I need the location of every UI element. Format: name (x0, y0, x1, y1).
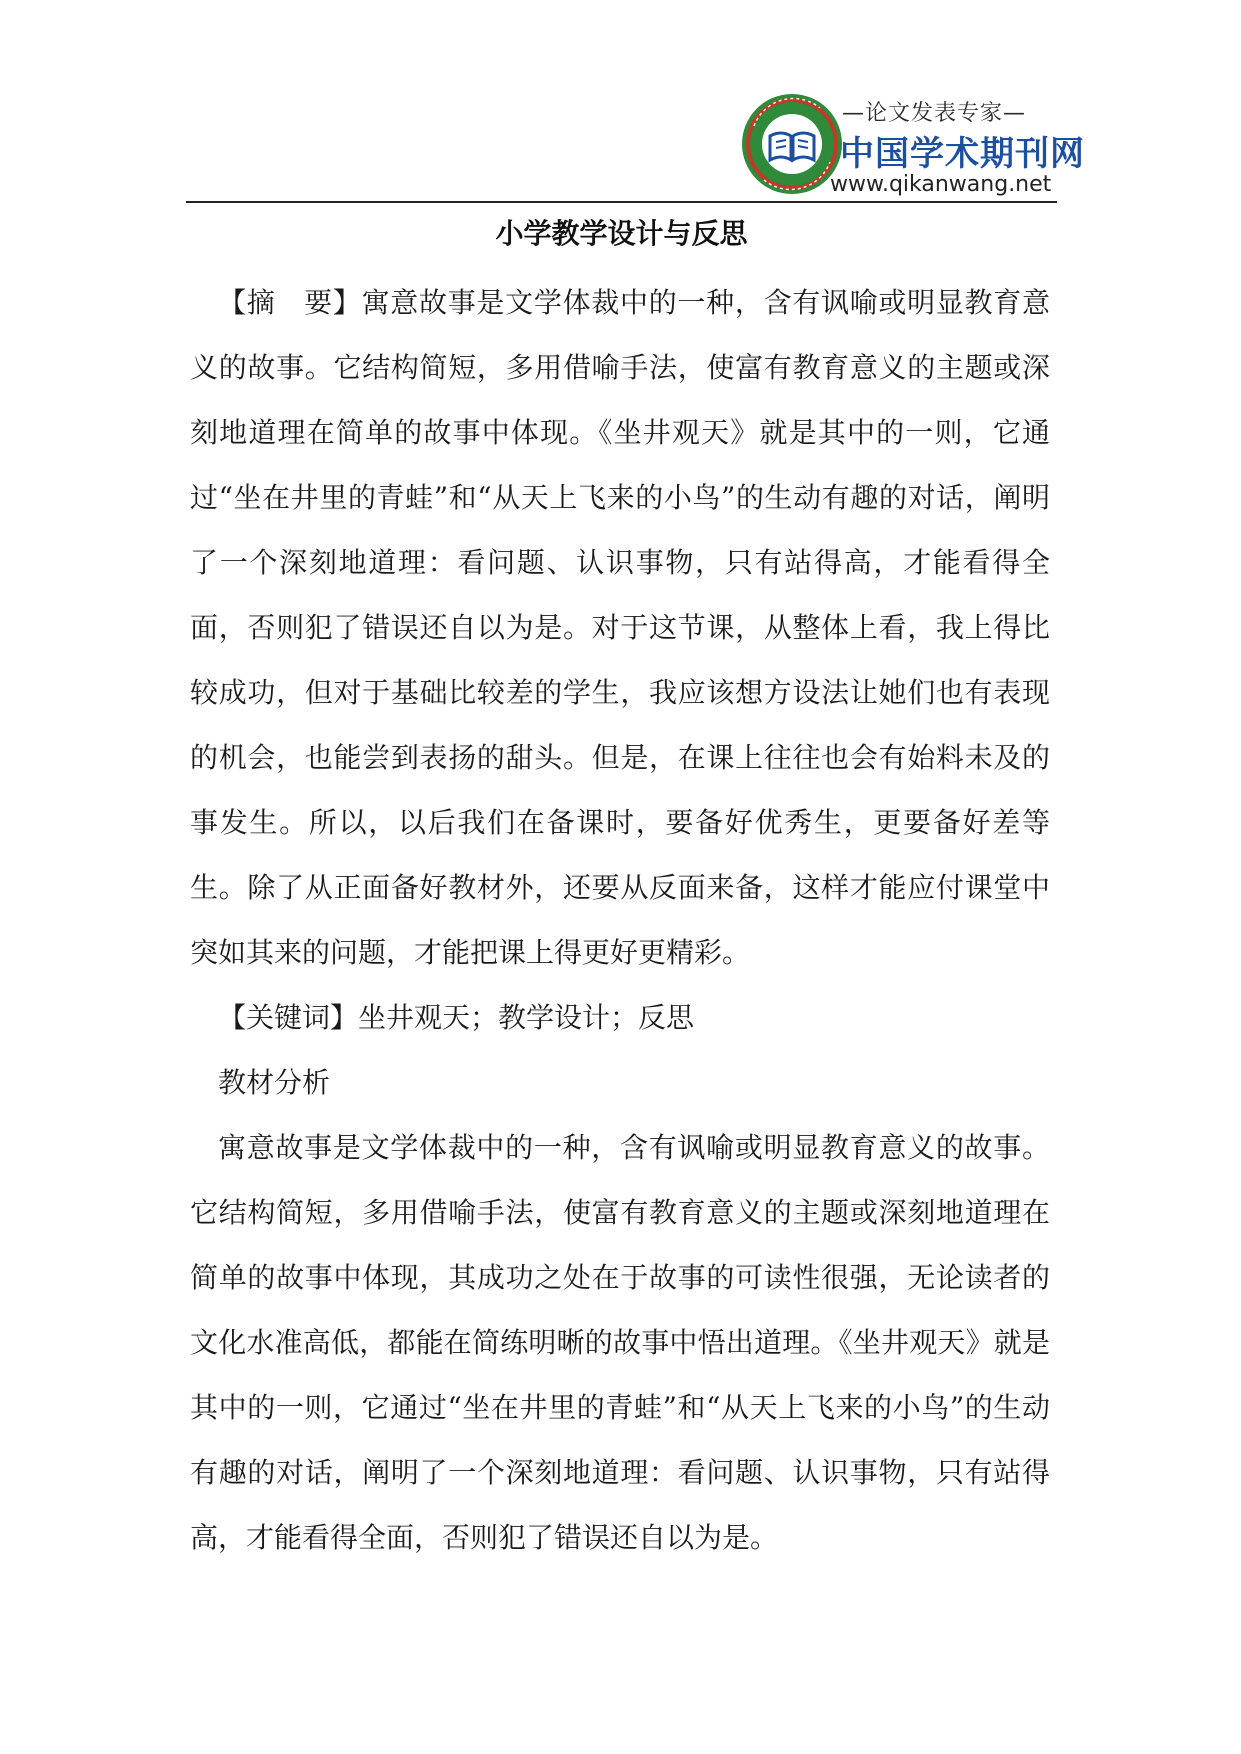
logo-tagline: —论文发表专家— (842, 101, 1027, 126)
keywords-text: 坐井观天；教学设计；反思 (358, 1001, 695, 1034)
site-logo[interactable] (740, 92, 1085, 200)
keywords-paragraph (190, 985, 1050, 1050)
book-seal-icon (740, 92, 844, 196)
abstract-paragraph (190, 270, 1050, 985)
document-title: 小学教学设计与反思 (495, 217, 748, 250)
section-heading: 教材分析 (218, 1066, 331, 1099)
header-divider (186, 201, 1057, 203)
document-body (190, 270, 1050, 1570)
section-paragraph: 寓意故事是文学体裁中的一种，含有讽喻或明显教育意义的故事。它结构简短，多用借喻手法，使富有教育意义的主题或深刻地道理在简单的故事中体现，其成功之处在于故事的可读性很强，无论读者的文化水准高低，都能在简练明晰的故事中悟出道理。《坐井观天》就是其中的一则，它通过“坐在井里的青蛙”和“从天上飞来的小鸟”的生动有趣的对话，阐明了一个深刻地道理：看问题、认识事物，只有站得高，才能看得全面，否则犯了错误还自以为是。 (190, 1131, 1050, 1554)
abstract-label: 【摘 要】 (218, 286, 362, 319)
logo-url[interactable]: www.qikanwang.net (830, 172, 1052, 197)
logo-brand-name: 中国学术期刊网 (840, 134, 1085, 174)
keywords-label: 【关键词】 (218, 1001, 359, 1034)
abstract-text: 寓意故事是文学体裁中的一种，含有讽喻或明显教育意义的故事。它结构简短，多用借喻手法，使富有教育意义的主题或深刻地道理在简单的故事中体现。《坐井观天》就是其中的一则，它通过“坐在井里的青蛙”和“从天上飞来的小鸟”的生动有趣的对话，阐明了一个深刻地道理：看问题、认识事物，只有站得高，才能看得全面，否则犯了错误还自以为是。对于这节课，从整体上看，我上得比较成功，但对于基础比较差的学生，我应该想方设法让她们也有表现的机会，也能尝到表扬的甜头。但是，在课上往往也会有始料未及的事发生。所以，以后我们在备课时，要备好优秀生，更要备好差等生。除了从正面备好教材外，还要从反面来备，这样才能应付课堂中突如其来的问题，才能把课上得更好更精彩。 (190, 286, 1050, 969)
